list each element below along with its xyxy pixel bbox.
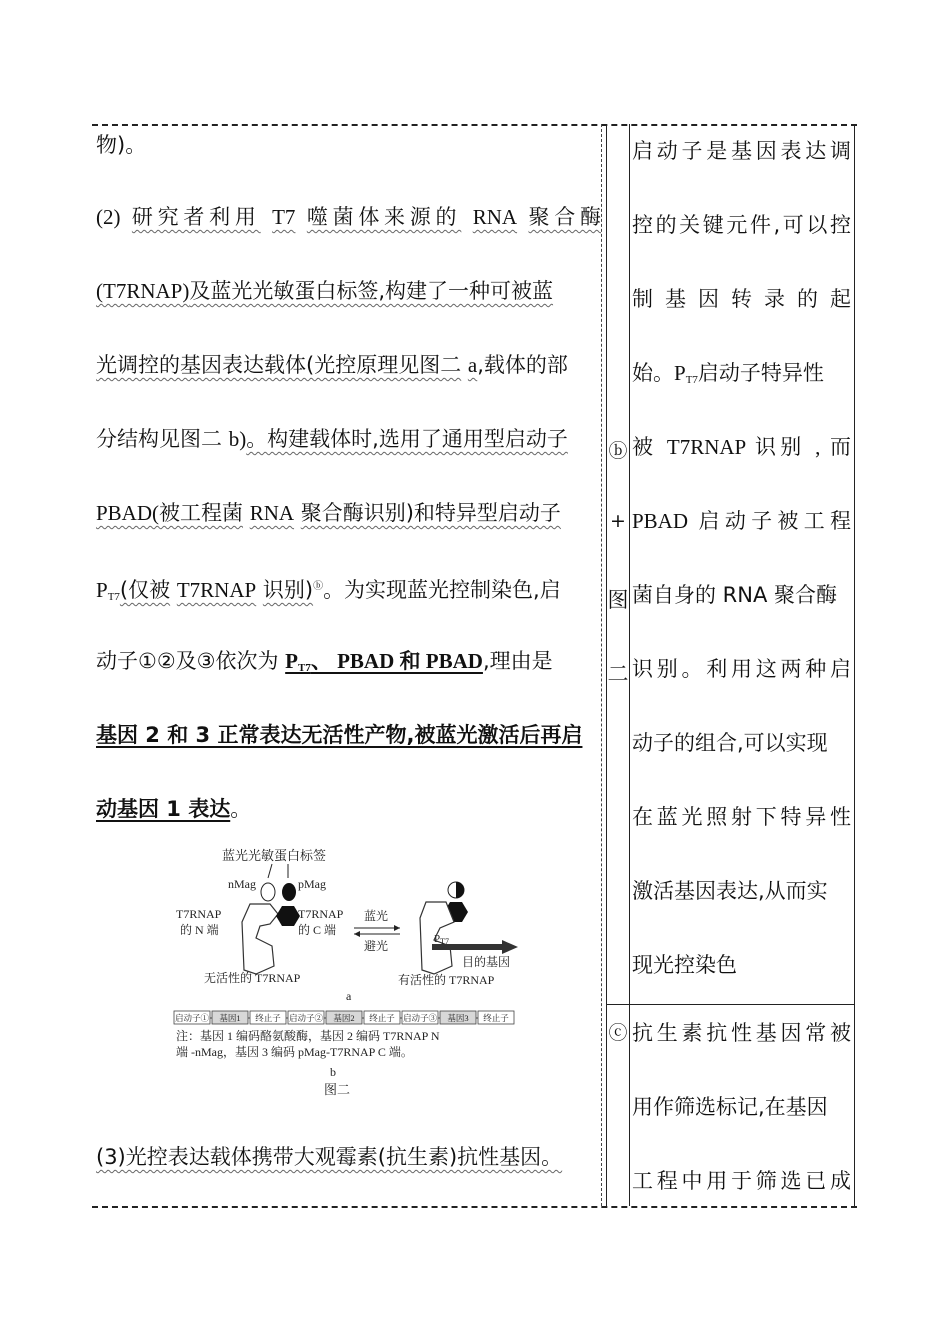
nmag-icon xyxy=(261,883,275,901)
subfig-b-label: b xyxy=(330,1065,336,1079)
note-b-line: PBAD 启动子被工程 xyxy=(632,509,851,533)
bottom-dashed-rule xyxy=(92,1206,857,1208)
mark-fig: 图 xyxy=(607,588,629,612)
mark-c: ⓒ xyxy=(608,1022,628,1044)
note-b-line: 始。$P_{T7}$启动子特异性 xyxy=(632,361,824,386)
vector-map xyxy=(174,1011,514,1024)
text-line-10: 动基因 1 表达。 xyxy=(96,797,252,821)
figure-caption: 图二 xyxy=(324,1082,351,1097)
target-gene-label: 目的基因 xyxy=(462,955,511,969)
note-c-line: 抗生素抗性基因常被 xyxy=(632,1021,851,1045)
figure-note-1: 注：基因 1 编码酪氨酸酶，基因 2 编码 T7RNAP N xyxy=(176,1029,440,1043)
text-line-11: (3)光控表达载体携带大观霉素(抗生素)抗性基因。 xyxy=(96,1145,563,1169)
answer-reason-2: 动基因 1 表达 xyxy=(96,797,231,821)
top-dashed-rule xyxy=(92,124,857,126)
vector-segment-label: 终止子 xyxy=(369,1013,395,1023)
vector-segment-label: 终止子 xyxy=(483,1013,509,1023)
vector-segment-label: 基因1 xyxy=(219,1013,241,1023)
note-b-line: 启动子是基因表达调 xyxy=(632,139,851,163)
pmag-icon xyxy=(282,883,296,901)
active-pmag-icon xyxy=(456,882,464,898)
text-line-1: 物)。 xyxy=(96,133,147,157)
note-c-line: 工程中用于筛选已成 xyxy=(632,1169,851,1193)
text-line-6: PBAD(被工程菌 RNA 聚合酶识别)和特异型启动子 xyxy=(96,501,561,525)
note-b-line: 在蓝光照射下特异性 xyxy=(632,805,851,829)
tag-label: 蓝光光敏蛋白标签 xyxy=(222,848,327,863)
note-c-line: 用作筛选标记,在基因 xyxy=(632,1095,828,1119)
subfig-a-label: a xyxy=(346,989,352,1003)
vector-segment-label: 启动子② xyxy=(288,1013,324,1023)
note-b-line: 激活基因表达,从而实 xyxy=(632,879,828,903)
note-b-line: 识别。利用这两种启 xyxy=(632,657,851,681)
figure-two-diagram xyxy=(170,842,530,1102)
n-end-label-2: 的 N 端 xyxy=(180,923,219,937)
blue-light-label: 蓝光 xyxy=(364,909,389,923)
note-column-right-border xyxy=(854,124,855,1206)
note-b-line: 制基因转录的起 xyxy=(632,287,851,311)
note-b-line: 菌自身的 RNA 聚合酶 xyxy=(632,583,838,607)
note-separator xyxy=(606,1004,854,1005)
vector-segment-label: 基因2 xyxy=(333,1013,355,1023)
text-line-3: (T7RNAP)及蓝光光敏蛋白标签,构建了一种可被蓝 xyxy=(96,279,554,303)
reverse-arrowhead xyxy=(354,931,360,937)
figure-note-2: 端 -nMag，基因 3 编码 pMag-T7RNAP C 端。 xyxy=(176,1045,413,1059)
text-line-5: 分结构见图二 b)。构建载体时,选用了通用型启动子 xyxy=(96,427,568,451)
pmag-label: pMag xyxy=(298,877,326,891)
text-line-9 xyxy=(96,720,601,750)
dark-label: 避光 xyxy=(364,939,389,953)
text-line-8: 动子①②及③依次为 $P_{T7}$、 PBAD 和 PBAD,理由是 xyxy=(96,649,553,674)
mark-two: 二 xyxy=(607,662,629,686)
pt7-label: PT7 xyxy=(434,933,450,946)
answer-reason-1: 基因 2 和 3 正常表达无活性产物,被蓝光激活后再启 xyxy=(96,723,583,747)
text-line-7: $P_{T7}$(仅被 T7RNAP 识别)ⓑ。为实现蓝光控制染色,启 xyxy=(96,578,561,603)
n-end-label-1: T7RNAP xyxy=(176,907,222,921)
inactive-label: 无活性的 T7RNAP xyxy=(204,971,301,985)
c-end-label-2: 的 C 端 xyxy=(298,923,337,937)
note-b-line: 被 T7RNAP 识别 , 而 xyxy=(632,435,851,459)
n-terminal-shape xyxy=(242,904,278,974)
nmag-label: nMag xyxy=(228,877,256,891)
vector-segment-label: 基因3 xyxy=(447,1013,469,1023)
text-line-2: (2) 研究者利用 T7 噬菌体来源的 RNA 聚合酶 xyxy=(96,205,601,229)
note-b-line: 动子的组合,可以实现 xyxy=(632,731,828,755)
note-b-line: 控的关键元件,可以控 xyxy=(632,213,851,237)
text-line-4: 光调控的基因表达载体(光控原理见图二 a,载体的部 xyxy=(96,353,568,377)
c-end-label-1: T7RNAP xyxy=(298,907,344,921)
vector-segment-label: 启动子③ xyxy=(402,1013,438,1023)
vector-segment-label: 终止子 xyxy=(255,1013,281,1023)
vector-segment-label: 启动子① xyxy=(174,1013,210,1023)
answer-promoters: $P_{T7}$、 PBAD 和 PBAD xyxy=(285,649,483,674)
note-b-line: 现光控染色 xyxy=(632,953,737,977)
mark-b: ⓑ xyxy=(608,440,628,462)
tag-arrow-left xyxy=(268,864,272,878)
c-terminal-shape xyxy=(276,906,300,926)
target-gene-arrowhead xyxy=(502,940,518,954)
mark-plus: + xyxy=(610,510,626,532)
column-divider-dashed xyxy=(601,124,602,1206)
forward-arrowhead xyxy=(394,925,400,931)
active-label: 有活性的 T7RNAP xyxy=(398,973,495,987)
